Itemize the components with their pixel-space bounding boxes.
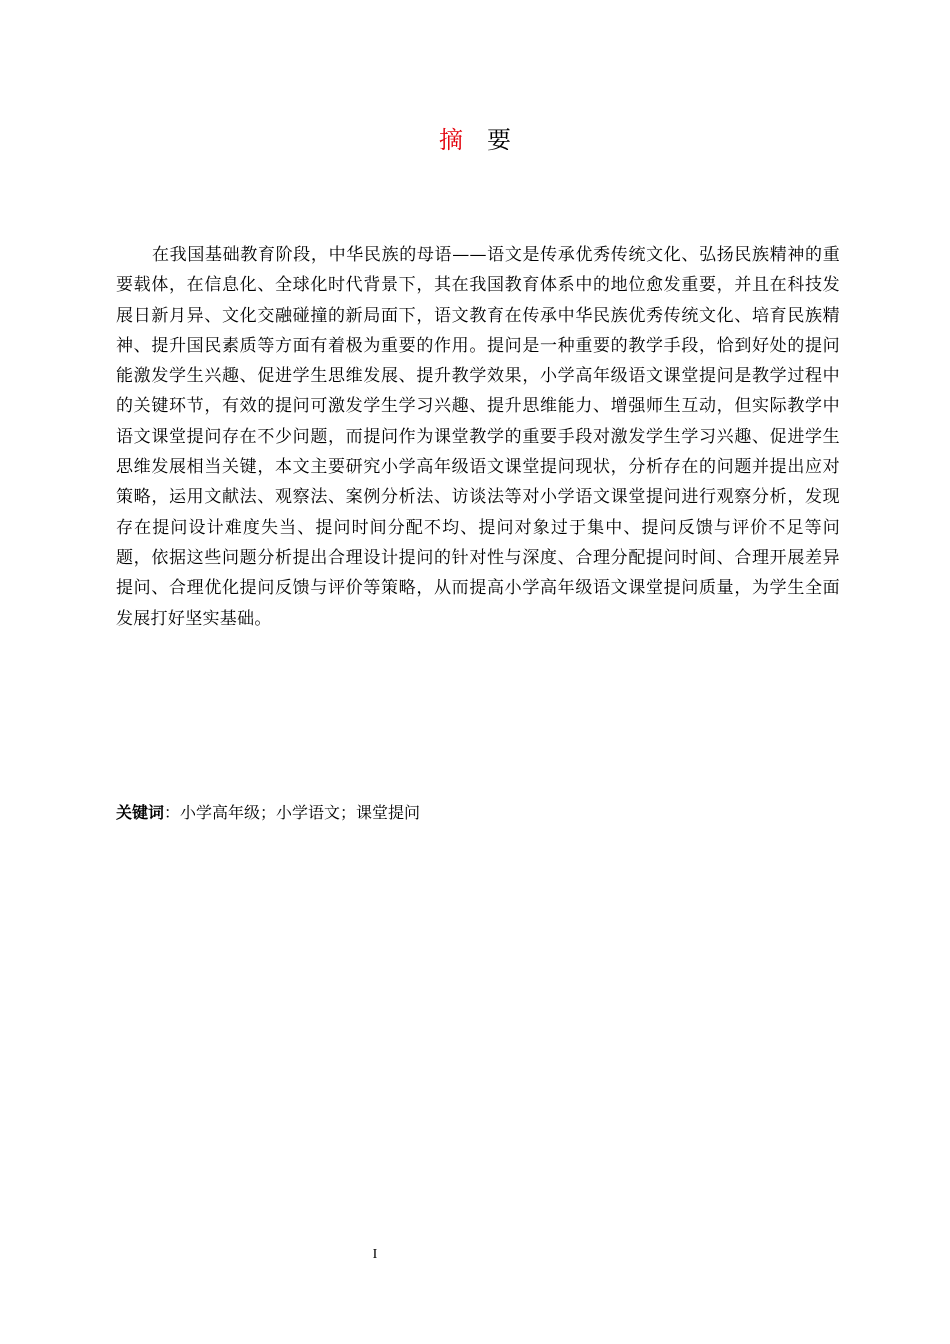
page-number: I bbox=[372, 1247, 378, 1262]
keywords-value: 小学高年级；小学语文；课堂提问 bbox=[180, 803, 421, 822]
keywords-line bbox=[116, 799, 840, 827]
keywords-label: 关键词 bbox=[116, 803, 165, 822]
abstract-title-char-2: 要 bbox=[487, 126, 511, 154]
abstract-title-char-1: 摘 bbox=[439, 126, 463, 154]
abstract-title bbox=[0, 124, 950, 156]
keywords-separator: ： bbox=[164, 803, 181, 822]
abstract-body: 在我国基础教育阶段，中华民族的母语——语文是传承优秀传统文化、弘扬民族精神的重要载体，在信息化、全球化时代背景下，其在我国教育体系中的地位愈发重要，并且在科技发展日新月异、文化交融碰撞的新局面下，语文教育在传承中华民族优秀传统文化、培育民族精神、提升国民素质等方面有着极为重要的作用。提问是一种重要的教学手段，恰到好处的提问能激发学生兴趣、促进学生思维发展、提升教学效果，小学高年级语文课堂提问是教学过程中的关键环节，有效的提问可激发学生学习兴趣、提升思维能力、增强师生互动，但实际教学中语文课堂提问存在不少问题，而提问作为课堂教学的重要手段对激发学生学习兴趣、促进学生思维发展相当关键，本文主要研究小学高年级语文课堂提问现状，分析存在的问题并提出应对策略，运用文献法、观察法、案例分析法、访谈法等对小学语文课堂提问进行观察分析，发现存在提问设计难度失当、提问时间分配不均、提问对象过于集中、提问反馈与评价不足等问题，依据这些问题分析提出合理设计提问的针对性与深度、合理分配提问时间、合理开展差异提问、合理优化提问反馈与评价等策略，从而提高小学高年级语文课堂提问质量，为学生全面发展打好坚实基础。 bbox=[116, 245, 840, 629]
